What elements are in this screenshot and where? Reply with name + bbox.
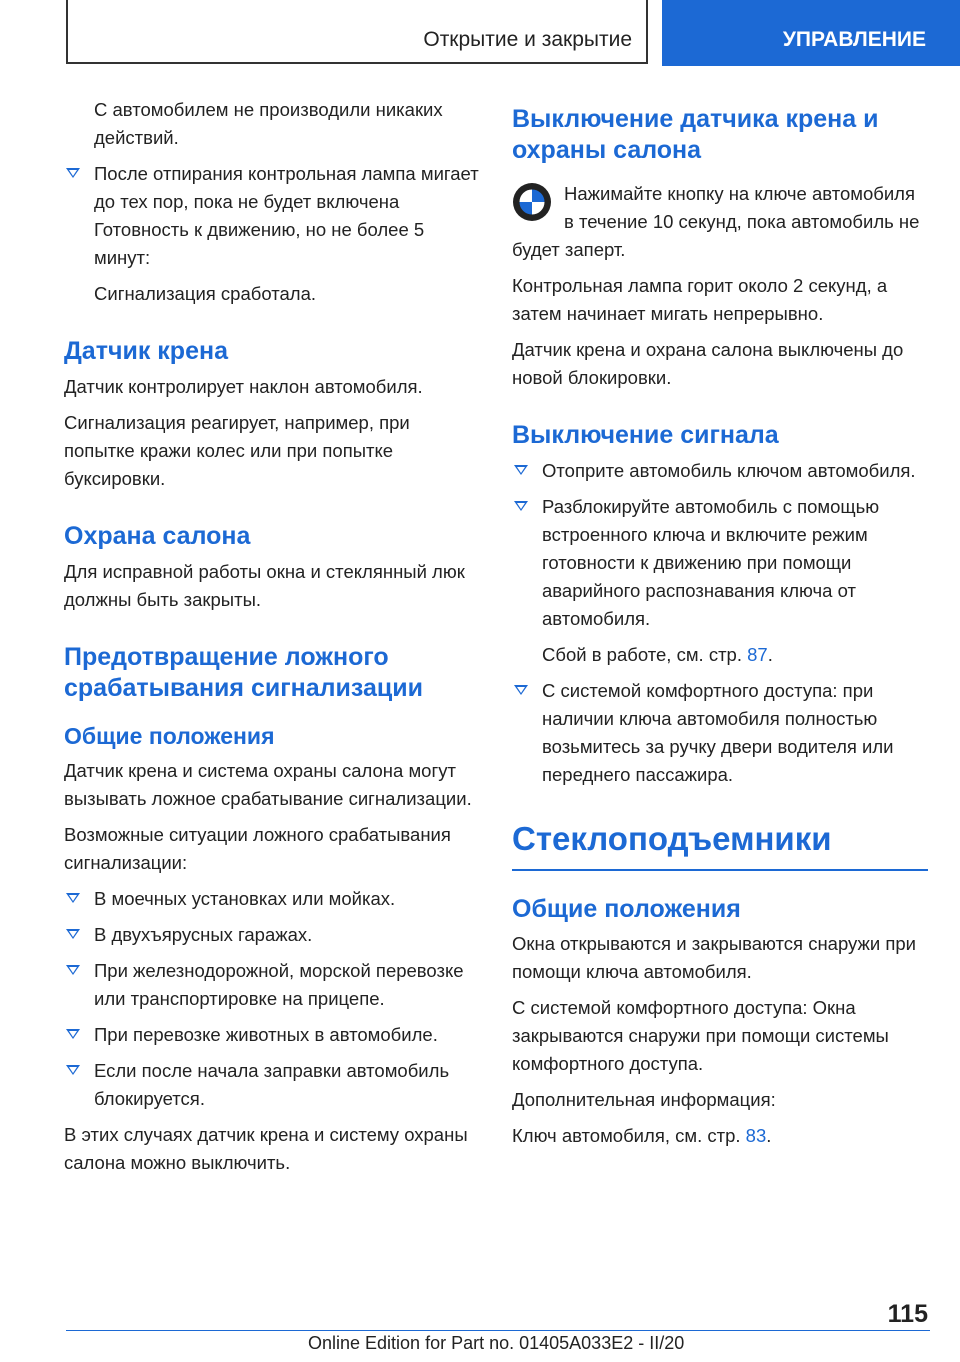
- triangle-bullet-icon: [66, 1065, 80, 1075]
- left-column: [64, 96, 482, 1185]
- cross-reference: [512, 641, 928, 669]
- paragraph: Датчик контролирует наклон автомобиля.: [64, 376, 423, 397]
- footer-divider: [66, 1330, 930, 1331]
- heading-disable-alarm: Выключение сигнала: [512, 421, 779, 449]
- page-link-83[interactable]: 83: [745, 1125, 767, 1146]
- paragraph: Возможные ситуации ложного срабатывания сигнализации:: [64, 824, 451, 873]
- list-item: [64, 1021, 482, 1049]
- heading-general: Общие положения: [512, 895, 741, 923]
- list-item: [512, 677, 928, 789]
- paragraph: С системой комфортного доступа: Окна закрываются снаружи при помощи системы комфортного доступа.: [512, 997, 889, 1074]
- footer-edition: Online Edition for Part no. 01405A033E2 - II/20: [308, 1333, 685, 1353]
- right-column: [512, 96, 928, 1158]
- list-item: [64, 160, 482, 272]
- list-item: [64, 957, 482, 1013]
- list-item: [64, 885, 482, 913]
- heading-windows: Стеклоподъемники: [512, 819, 928, 871]
- paragraph: Датчик крена и охрана салона выключены до новой блокировки.: [512, 339, 904, 388]
- list-item: [64, 921, 482, 949]
- header-section-box: [66, 0, 648, 64]
- paragraph: Для исправной работы окна и стеклянный люк должны быть закрыты.: [64, 561, 465, 610]
- cross-reference: [512, 1122, 928, 1150]
- paragraph: Контрольная лампа горит около 2 секунд, а затем начинает мигать непрерывно.: [512, 275, 888, 324]
- list-item-text: С системой комфортного доступа: при наличии ключа автомобиля полностью возьмитесь за ручку двери водителя или переднего пассажира.: [542, 680, 894, 785]
- paragraph: Дополнительная информация:: [512, 1089, 776, 1110]
- list-item-text: После отпирания контрольная лампа мигает до тех пор, пока не будет включена Готовность к движению, но не более 5 минут:: [94, 163, 479, 268]
- bmw-key-button-icon: [512, 182, 552, 222]
- list-item: [512, 493, 928, 633]
- cross-reference-end: .: [767, 644, 773, 665]
- list-item-text: Если после начала заправки автомобиль блокируется.: [94, 1060, 450, 1109]
- triangle-bullet-icon: [66, 168, 80, 178]
- triangle-bullet-icon: [66, 965, 80, 975]
- triangle-bullet-icon: [514, 685, 528, 695]
- paragraph: Нажимайте кнопку на ключе автомобиля в течение 10 секунд, пока автомобиль не будет заперт.: [512, 183, 920, 260]
- cross-reference-text: Сбой в работе, см. стр.: [542, 644, 748, 665]
- cross-reference-text: Ключ автомобиля, см. стр.: [512, 1125, 746, 1146]
- triangle-bullet-icon: [514, 501, 528, 511]
- key-instruction: [512, 180, 928, 264]
- paragraph: Окна открываются и закрываются снаружи при помощи ключа автомобиля.: [512, 933, 916, 982]
- list-item-text: При перевозке животных в автомобиле.: [94, 1024, 438, 1045]
- triangle-bullet-icon: [66, 893, 80, 903]
- list-item-text: При железнодорожной, морской перевозке или транспортировке на прицепе.: [94, 960, 464, 1009]
- list-item-text: В двухъярусных гаражах.: [94, 924, 313, 945]
- triangle-bullet-icon: [66, 929, 80, 939]
- cross-reference-end: .: [766, 1125, 772, 1146]
- header-chapter-title: УПРАВЛЕНИЕ: [782, 28, 926, 51]
- paragraph: Сигнализация сработала.: [94, 283, 317, 304]
- header-section-title: Открытие и закрытие: [423, 28, 632, 51]
- list-item-text: Разблокируйте автомобиль с помощью встроенного ключа и включите режим готовности к движению при помощи аварийного распознавания ключа от автомобиля.: [542, 496, 880, 629]
- header-chapter-tab: [662, 0, 960, 66]
- triangle-bullet-icon: [514, 465, 528, 475]
- heading-disable-sensors: Выключение датчика крена и охраны салона: [512, 105, 879, 164]
- page-link-87[interactable]: 87: [747, 644, 768, 665]
- list-item: [64, 1057, 482, 1113]
- list-item-text: Отоприте автомобиль ключом автомобиля.: [542, 460, 916, 481]
- page-number: 115: [887, 1300, 928, 1328]
- list-item: [512, 457, 928, 485]
- triangle-bullet-icon: [66, 1029, 80, 1039]
- paragraph: Сигнализация реагирует, например, при попытке кражи колес или при попытке буксировки.: [64, 412, 410, 489]
- heading-false-alarm: Предотвращение ложного срабатывания сигнализации: [64, 643, 424, 702]
- heading-interior-protection: Охрана салона: [64, 522, 251, 550]
- paragraph: С автомобилем не производили никаких действий.: [94, 99, 443, 148]
- heading-tilt-sensor: Датчик крена: [64, 337, 228, 365]
- heading-general: Общие положения: [64, 723, 275, 749]
- paragraph: Датчик крена и система охраны салона могут вызывать ложное срабатывание сигнализации.: [64, 760, 472, 809]
- list-item-text: В моечных установках или мойках.: [94, 888, 396, 909]
- paragraph: В этих случаях датчик крена и систему охраны салона можно выключить.: [64, 1124, 468, 1173]
